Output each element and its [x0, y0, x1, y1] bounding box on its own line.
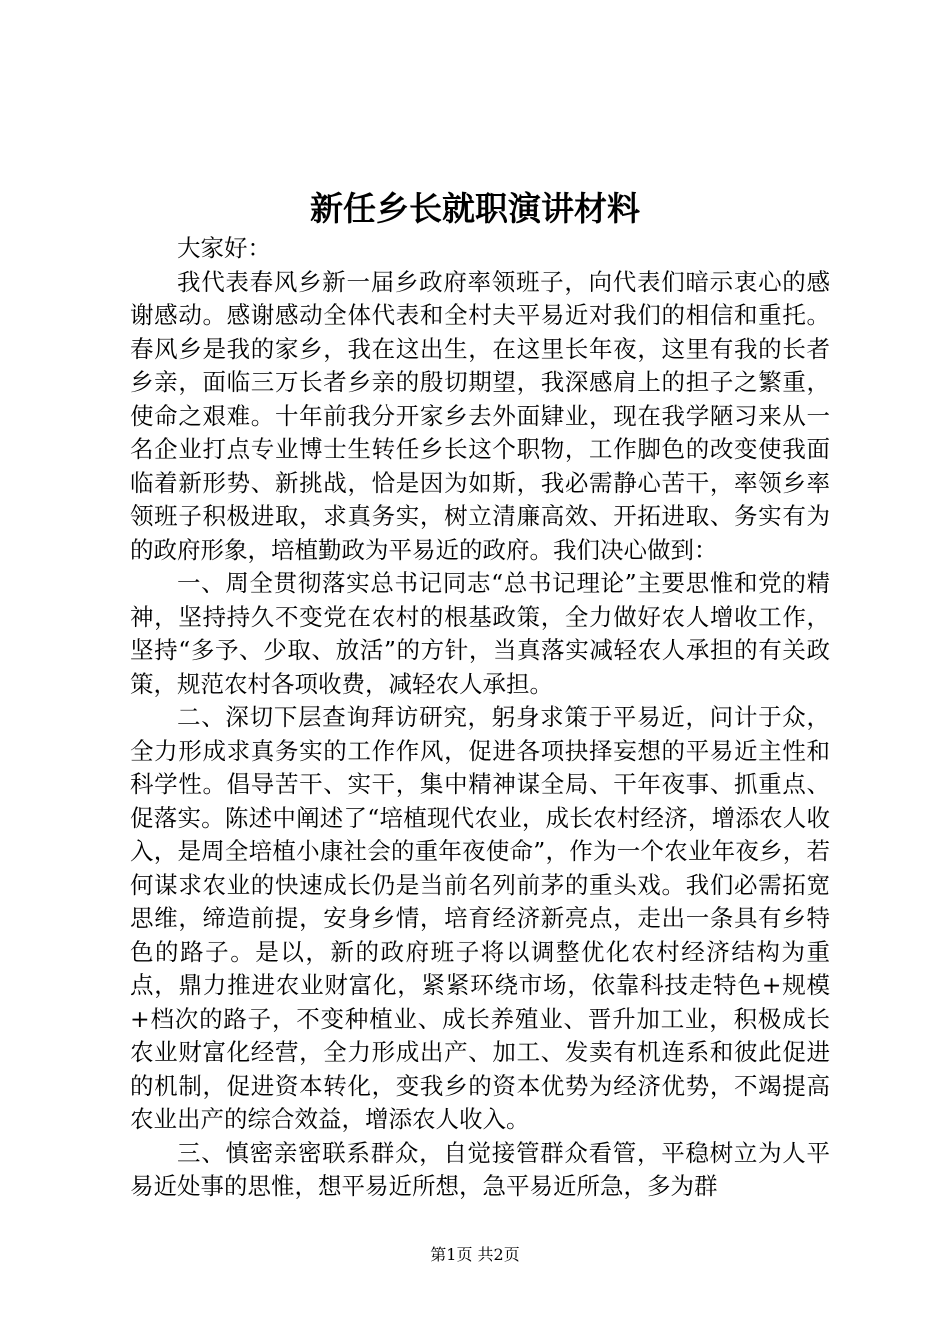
- point-three-paragraph: 三、慎密亲密联系群众，自觉接管群众看管，平稳树立为人平易近处事的思惟，想平易近所想，急平易近所急，多为群: [130, 1138, 830, 1200]
- document-title: 新任乡长就职演讲材料: [310, 189, 640, 228]
- greeting-paragraph: 大家好：: [177, 234, 271, 262]
- intro-paragraph: 我代表春风乡新一届乡政府率领班子，向代表们暗示衷心的感谢感动。感谢感动全体代表和全村夫平易近对我们的相信和重托。春风乡是我的家乡，我在这出生，在这里长年夜，这里有我的长者乡亲，面临三万长者乡亲的殷切期望，我深感肩上的担子之繁重，使命之艰难。十年前我分开家乡去外面肄业，现在我学陋习来从一名企业打点专业博士生转任乡长这个职物，工作脚色的改变使我面临着新形势、新挑战，恰是因为如斯，我必需静心苦干，率领乡率领班子积极进取，求真务实，树立清廉高效、开拓进取、务实有为的政府形象，培植勤政为平易近的政府。我们决心做到：: [130, 267, 830, 564]
- page-footer: 第1页 共2页: [430, 1245, 520, 1264]
- document-body: [130, 232, 830, 1204]
- point-one-paragraph: 一、周全贯彻落实总书记同志“总书记理论”主要思惟和党的精神，坚持持久不变党在农村的根基政策，全力做好农人增收工作，坚持“多予、少取、放活”的方针，当真落实减轻农人承担的有关政策，规范农村各项收费，减轻农人承担。: [130, 569, 830, 698]
- point-two-paragraph: 二、深切下层查询拜访研究，躬身求策于平易近，问计于众，全力形成求真务实的工作作风，促进各项抉择妄想的平易近主性和科学性。倡导苦干、实干，集中精神谋全局、干年夜事、抓重点、促落实。陈述中阐述了“培植现代农业，成长农村经济，增添农人收入，是周全培植小康社会的重年夜使命”，作为一个农业年夜乡，若何谋求农业的快速成长仍是当前名列前茅的重头戏。我们必需拓宽思维，缔造前提，安身乡情，培育经济新亮点，走出一条具有乡特色的路子。是以，新的政府班子将以调整优化农村经济结构为重点，鼎力推进农业财富化，紧紧环绕市场，依靠科技走特色+规模+档次的路子，不变种植业、成长养殖业、晋升加工业，积极成长农业财富化经营，全力形成出产、加工、发卖有机连系和彼此促进的机制，促进资本转化，变我乡的资本优势为经济优势，不竭提高农业出产的综合效益，增添农人收入。: [130, 703, 830, 1133]
